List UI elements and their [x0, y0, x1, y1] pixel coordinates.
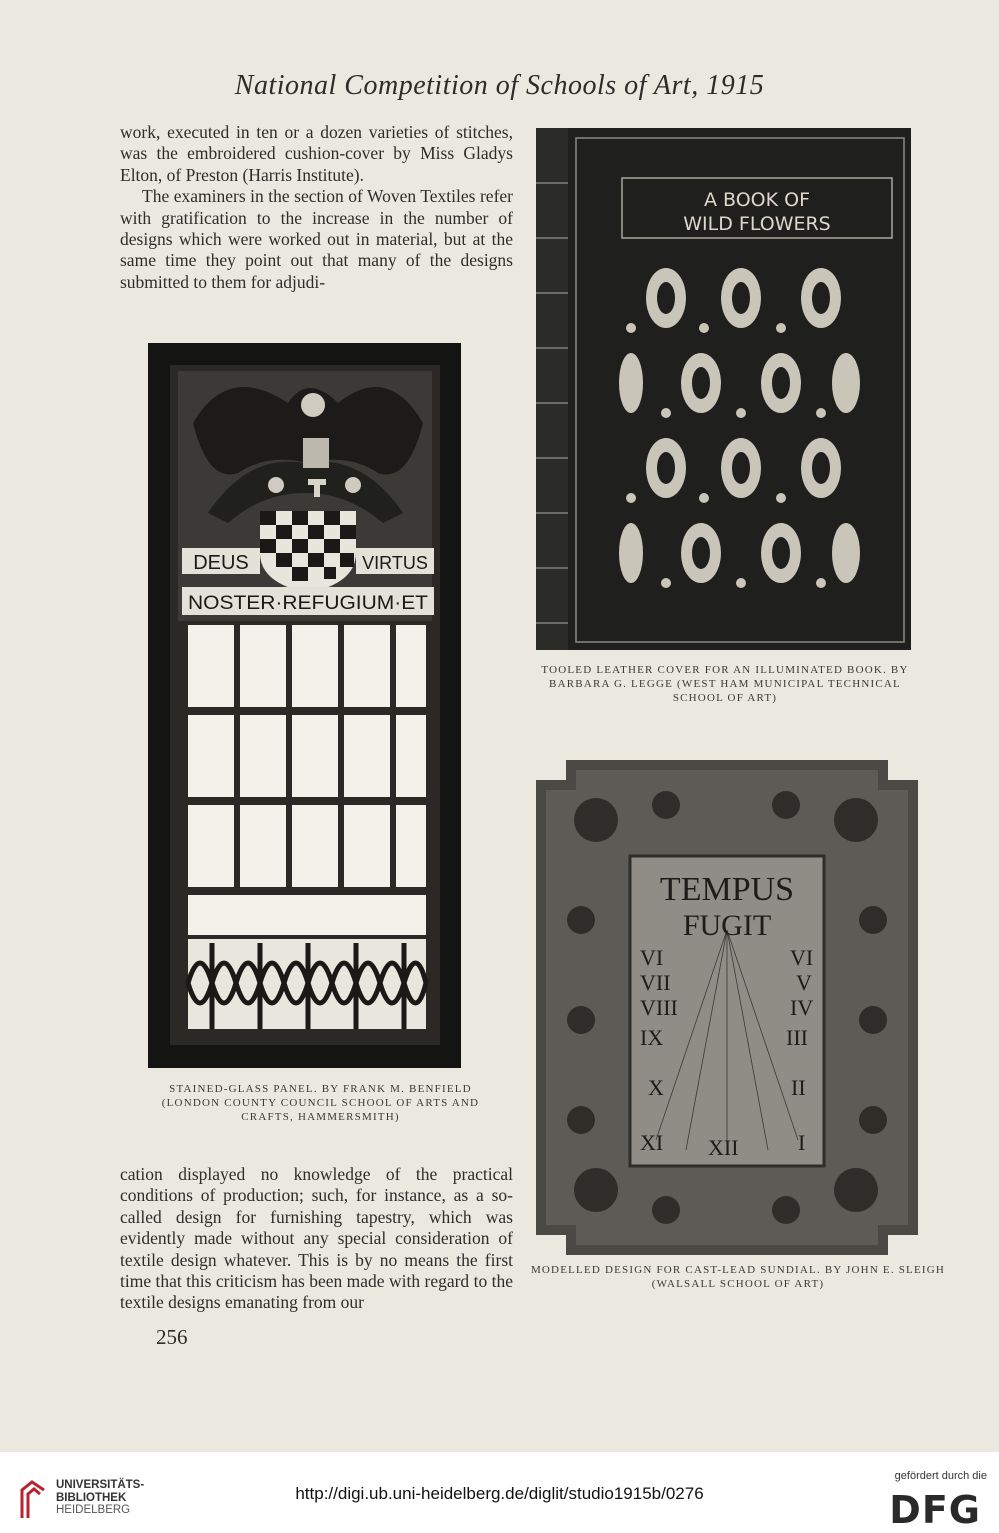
sundial-image [536, 760, 918, 1255]
scroll-text-left: DEUS [193, 552, 249, 574]
sundial-numeral: IX [640, 1025, 664, 1050]
library-name-line: UNIVERSITÄTS- [56, 1479, 145, 1491]
stained-glass-caption: STAINED-GLASS PANEL. BY FRANK M. BENFIELD (LONDON COUNTY COUNCIL SCHOOL OF ARTS AND CRAFTS, HAMMERSMITH) [161, 1083, 480, 1123]
funded-by-label: gefördert durch die [894, 1470, 987, 1482]
sundial-numeral: VII [640, 970, 671, 995]
sundial-numeral: XII [708, 1135, 739, 1160]
sundial-numeral: III [786, 1025, 808, 1050]
body-text-bottom [120, 1164, 513, 1314]
sundial-numeral: V [796, 970, 812, 995]
body-text-top [120, 122, 513, 293]
sundial-numeral: X [648, 1075, 664, 1100]
paragraph: The examiners in the section of Woven Textiles refer with gratification to the increase in the number of designs which were worked out in material, but at the same time they point out that many of the designs submitted to them for adjudi- [120, 186, 513, 292]
sundial-caption: MODELLED DESIGN FOR CAST-LEAD SUNDIAL. BY JOHN E. SLEIGH (WALSALL SCHOOL OF ART) [530, 1264, 946, 1290]
scroll-text-bottom: NOSTER·REFUGIUM·ET [188, 593, 429, 614]
stained-glass-panel-image [148, 343, 461, 1068]
library-name-line: HEIDELBERG [56, 1504, 131, 1516]
paragraph: work, executed in ten or a dozen varieties of stitches, was the embroidered cushion-cover by Miss Gladys Elton, of Preston (Harris Institute). [120, 122, 513, 185]
running-head: National Competition of Schools of Art, 1915 [234, 70, 765, 101]
page-number: 256 [156, 1325, 188, 1349]
sundial-numeral: IV [790, 995, 814, 1020]
sundial-motto-2: FUGIT [682, 909, 772, 942]
book-cover-image [536, 128, 911, 650]
sundial-numeral: VI [640, 945, 664, 970]
scroll-text-right: VIRTUS [362, 553, 428, 573]
sundial-numeral: VIII [640, 995, 678, 1020]
book-title-line-1: A BOOK OF [703, 189, 811, 211]
paragraph: cation displayed no knowledge of the practical conditions of production; such, for instance, as a so-called design for furnishing tapestry, which was evidently made without any special consideration of textile design whatever. This is by no means the first time that this criticism has been made with regard to the textile designs emanating from our [120, 1164, 513, 1313]
sundial-numeral: II [791, 1075, 806, 1100]
permalink[interactable]: http://digi.ub.uni-heidelberg.de/diglit/studio1915b/0276 [295, 1484, 704, 1503]
library-name-line: BIBLIOTHEK [56, 1491, 127, 1504]
sundial-numeral: VI [790, 945, 814, 970]
book-cover-caption: TOOLED LEATHER COVER FOR AN ILLUMINATED BOOK. BY BARBARA G. LEGGE (WEST HAM MUNICIPAL TECHNICAL SCHOOL OF ART) [541, 664, 909, 704]
sundial-numeral: I [798, 1130, 806, 1155]
sundial-numeral: XI [640, 1130, 664, 1155]
dfg-logo: DFG [889, 1488, 981, 1532]
book-title-line-2: WILD FLOWERS [683, 213, 831, 235]
sundial-motto-1: TEMPUS [659, 871, 795, 908]
